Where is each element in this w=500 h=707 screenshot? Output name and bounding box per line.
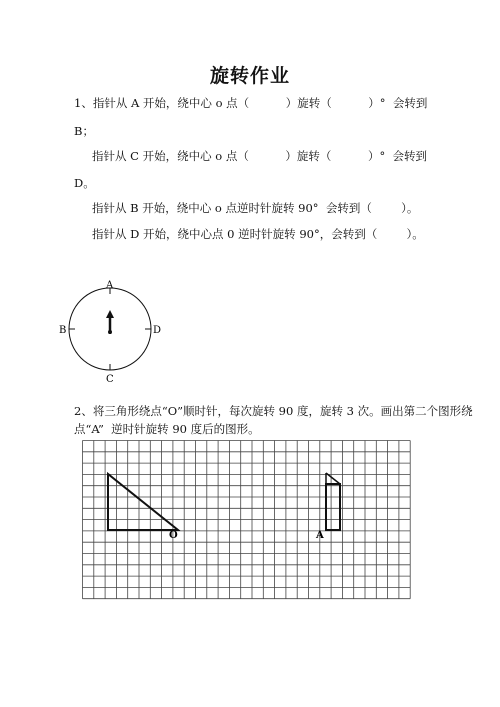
clock-label-b: B: [59, 325, 67, 336]
page-title: 旋转作业: [209, 65, 290, 87]
triangle-shape: [108, 474, 178, 530]
question-1-line-5: 指针从 B 开始，绕中心 o 点逆时针旋转 90° 会转到（ ）。: [92, 201, 419, 215]
point-a-label: A: [316, 530, 324, 541]
clock-diagram: [50, 278, 170, 388]
question-2-line-2: 点“A” 逆时针旋转 90 度后的图形。: [74, 422, 260, 436]
clock-label-d: D: [153, 325, 162, 336]
clock-label-a: A: [106, 280, 114, 291]
question-1-line-1: 1、指针从 A 开始，绕中心 o 点（ ）旋转（ ）° 会转到: [74, 96, 428, 110]
question-1-line-3: 指针从 C 开始，绕中心 o 点（ ）旋转（ ）° 会转到: [92, 149, 428, 163]
question-1-line-6: 指针从 D 开始，绕中心点 0 逆时针旋转 90°，会转到（ ）。: [92, 227, 424, 241]
clock-center: [108, 330, 112, 334]
grid-lines: [83, 441, 411, 599]
clock-label-c: C: [106, 374, 114, 385]
pointer-arrow-icon: [106, 310, 114, 318]
square-grid: [82, 440, 422, 605]
rectangle-shape: [326, 484, 340, 530]
grid-area: [82, 440, 422, 609]
question-2-line-1: 2、将三角形绕点“O”顺时针，每次旋转 90 度，旋转 3 次。画出第二个图形绕: [74, 404, 473, 418]
question-1-line-4: D。: [74, 176, 95, 190]
question-1-line-2: B；: [74, 124, 94, 138]
point-o-label: O: [169, 530, 178, 541]
